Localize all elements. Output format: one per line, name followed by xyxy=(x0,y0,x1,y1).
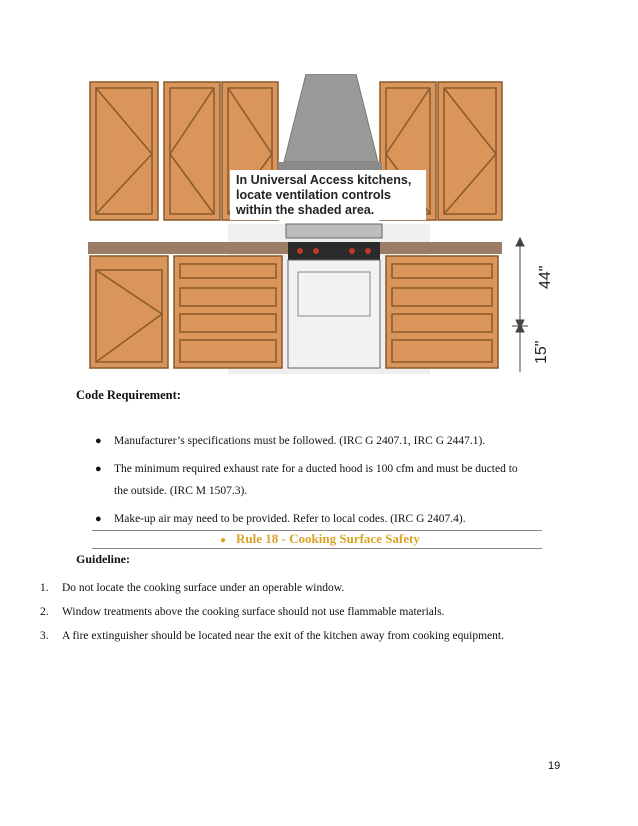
callout-box xyxy=(230,170,426,220)
rule-heading-text: Rule 18 - Cooking Surface Safety xyxy=(236,531,420,546)
list-item xyxy=(92,458,532,502)
dimension-44-label: 44" xyxy=(537,265,554,289)
range-stove xyxy=(286,224,382,368)
guideline-list xyxy=(40,576,600,648)
code-item-text: The minimum required exhaust rate for a ducted hood is 100 cfm and must be ducted to the outside. (IRC M 1507.3). xyxy=(114,463,518,497)
bullet-icon: ● xyxy=(95,435,102,447)
guideline-heading: Guideline: xyxy=(76,552,131,566)
lower-cabinets-left xyxy=(90,256,282,368)
guideline-item-text: Do not locate the cooking surface under an operable window. xyxy=(62,582,345,594)
rule-divider-bottom xyxy=(92,548,542,549)
code-requirement-list xyxy=(92,430,532,536)
list-item xyxy=(92,508,532,530)
list-item xyxy=(40,600,600,624)
item-number: 1. xyxy=(40,582,49,594)
guideline-item-text: A fire extinguisher should be located near the exit of the kitchen away from cooking equipment. xyxy=(62,630,504,642)
callout-line-1: In Universal Access kitchens, xyxy=(236,173,412,187)
code-item-text: Manufacturer’s specifications must be followed. (IRC G 2407.1, IRC G 2447.1). xyxy=(114,435,486,447)
bullet-icon: ● xyxy=(95,513,102,525)
list-item xyxy=(40,576,600,600)
bullet-icon: ● xyxy=(95,463,102,475)
rule-heading xyxy=(220,531,420,547)
item-number: 3. xyxy=(40,630,49,642)
callout-line-2: locate ventilation controls xyxy=(236,188,391,202)
bullet-icon: ● xyxy=(220,535,227,546)
list-item xyxy=(40,624,600,648)
kitchen-elevation-drawing xyxy=(88,74,565,374)
kitchen-ventilation-illustration xyxy=(88,74,565,374)
code-requirement-heading: Code Requirement: xyxy=(76,388,181,402)
list-item xyxy=(92,430,532,452)
lower-cabinets-right xyxy=(386,256,498,368)
page-number: 19 xyxy=(548,760,561,772)
dimension-15-label: 15" xyxy=(533,340,550,364)
item-number: 2. xyxy=(40,606,49,618)
guideline-item-text: Window treatments above the cooking surface should not use flammable materials. xyxy=(62,606,445,618)
code-item-text: Make-up air may need to be provided. Refer to local codes. (IRC G 2407.4). xyxy=(114,513,466,525)
callout-line-3: within the shaded area. xyxy=(236,203,375,217)
